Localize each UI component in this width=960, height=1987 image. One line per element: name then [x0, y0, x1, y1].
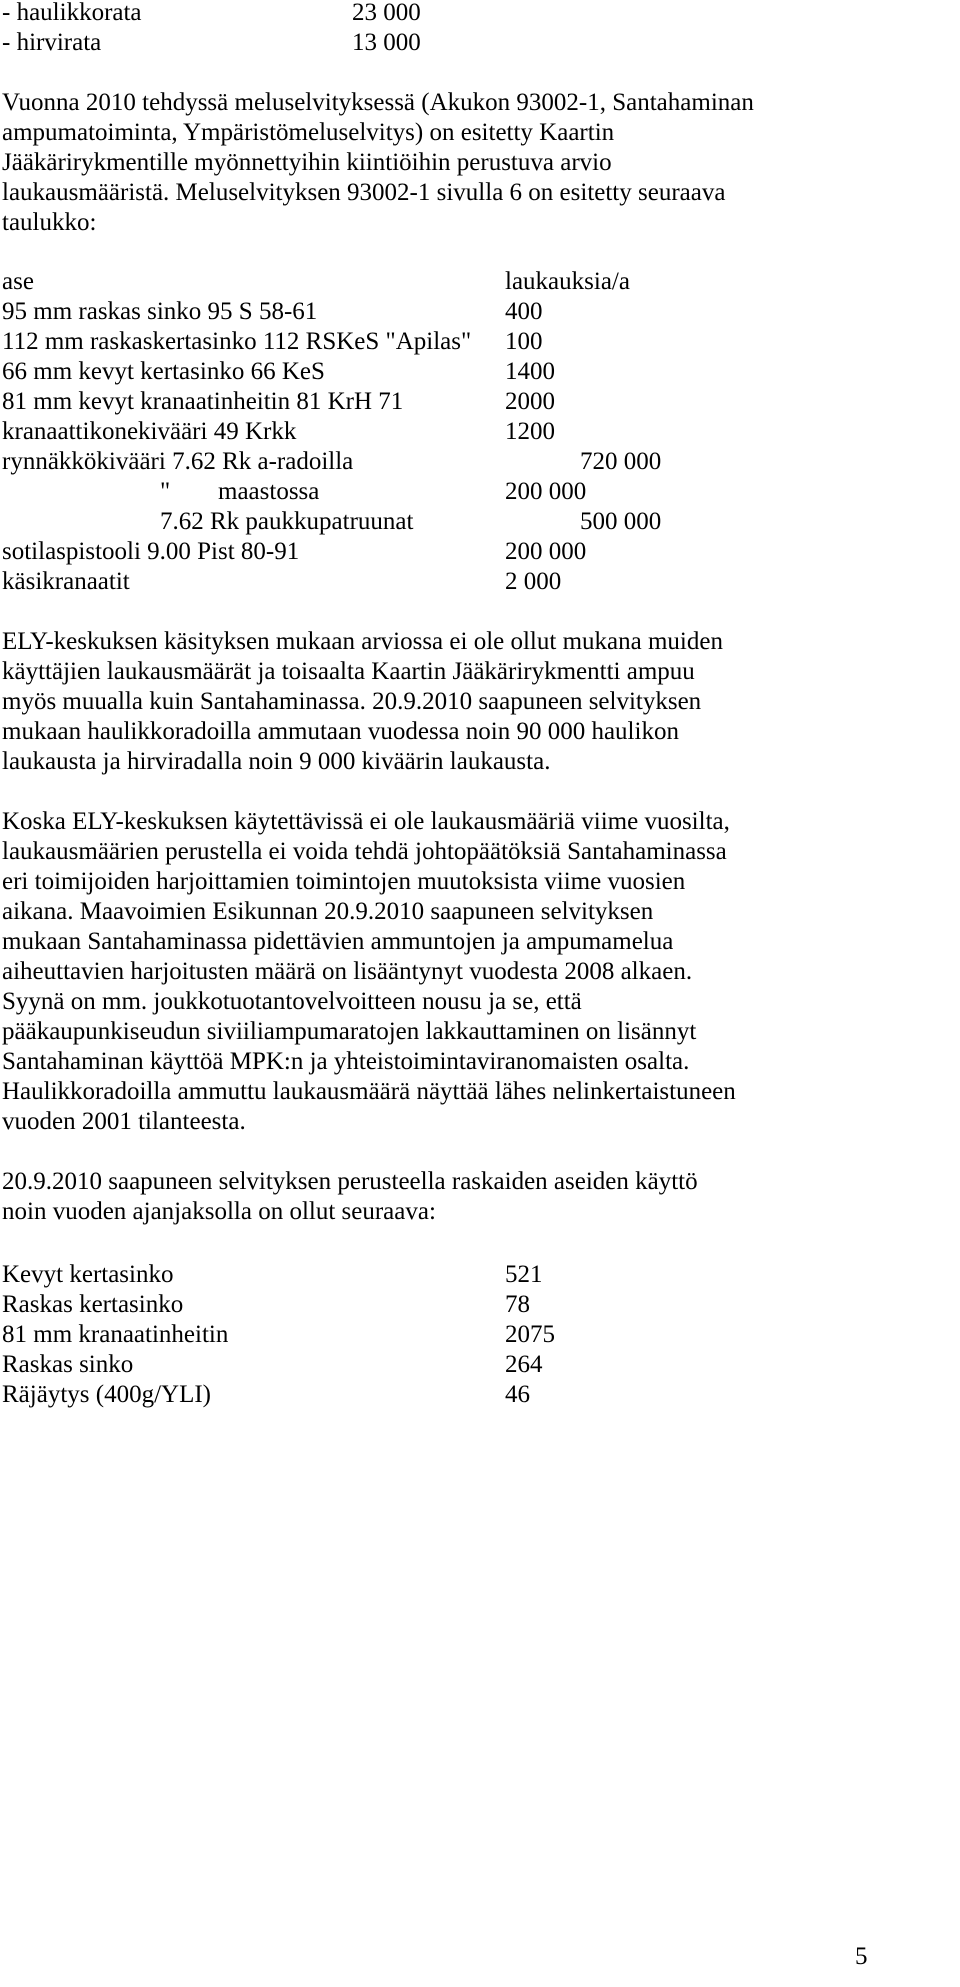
text-line: mukaan Santahaminassa pidettävien ammuntojen ja ampumamelua	[2, 928, 674, 955]
text-line: ELY-keskuksen käsityksen mukaan arviossa ei ole ollut mukana muiden	[2, 628, 723, 655]
paragraph-akukon-survey	[2, 88, 927, 238]
table-header-weapon: ase	[2, 268, 34, 295]
table-cell-weapon: maastossa	[218, 478, 320, 505]
text-line: pääkaupunkiseudun siviiliampumaratojen lakkauttaminen on lisännyt	[2, 1018, 697, 1045]
text-line: laukausmääristä. Meluselvityksen 93002-1 sivulla 6 on esitetty seuraava	[2, 179, 726, 206]
table-cell-shots: 400	[505, 298, 543, 325]
table-cell-weapon: sotilaspistooli 9.00 Pist 80-91	[2, 538, 300, 565]
usage-value: 46	[505, 1381, 530, 1408]
table-cell-shots: 200 000	[505, 538, 587, 565]
page-number: 5	[855, 1943, 868, 1970]
text-line: käyttäjien laukausmäärät ja toisaalta Kaartin Jääkärirykmentti ampuu	[2, 658, 695, 685]
text-line: taulukko:	[2, 209, 97, 236]
text-line: Syynä on mm. joukkotuotantovelvoitteen nousu ja se, että	[2, 988, 582, 1015]
table-header-shots: laukauksia/a	[505, 268, 630, 295]
text-line: Jääkärirykmentille myönnettyihin kiintiöihin perustuva arvio	[2, 149, 612, 176]
range-item-hirvirata	[2, 28, 101, 58]
range-label: - hirvirata	[2, 29, 102, 56]
usage-label: Kevyt kertasinko	[2, 1261, 174, 1288]
table-cell-shots: 2 000	[505, 568, 562, 595]
table-cell-shots: 2000	[505, 388, 555, 415]
text-line: Koska ELY-keskuksen käytettävissä ei ole laukausmääriä viime vuosilta,	[2, 808, 730, 835]
paragraph-heavy-weapons-intro	[2, 1167, 927, 1227]
range-label: - haulikkorata	[2, 0, 142, 26]
text-line: 20.9.2010 saapuneen selvityksen perusteella raskaiden aseiden käyttö	[2, 1168, 698, 1195]
usage-label: Raskas sinko	[2, 1351, 134, 1378]
table-cell-ditto-mark: "	[160, 478, 171, 505]
table-cell-shots: 500 000	[580, 508, 662, 535]
table-cell-weapon: 112 mm raskaskertasinko 112 RSKeS "Apilas"	[2, 328, 472, 355]
usage-label: 81 mm kranaatinheitin	[2, 1321, 229, 1348]
table-cell-shots: 200 000	[505, 478, 587, 505]
table-cell-weapon: rynnäkkökivääri 7.62 Rk a-radoilla	[2, 448, 354, 475]
table-cell-shots: 720 000	[580, 448, 662, 475]
range-value-hirvirata: 13 000	[352, 29, 421, 56]
text-line: laukausmäärien perustella ei voida tehdä johtopäätöksiä Santahaminassa	[2, 838, 727, 865]
text-line: myös muualla kuin Santahaminassa. 20.9.2010 saapuneen selvityksen	[2, 688, 702, 715]
text-line: aikana. Maavoimien Esikunnan 20.9.2010 saapuneen selvityksen	[2, 898, 654, 925]
text-line: vuoden 2001 tilanteesta.	[2, 1108, 246, 1135]
table-cell-weapon: 95 mm raskas sinko 95 S 58-61	[2, 298, 318, 325]
text-line: Santahaminan käyttöä MPK:n ja yhteistoimintaviranomaisten osalta.	[2, 1048, 690, 1075]
table-cell-weapon: käsikranaatit	[2, 568, 130, 595]
usage-value: 78	[505, 1291, 530, 1318]
usage-label: Räjäytys (400g/YLI)	[2, 1381, 211, 1408]
range-value-haulikkorata: 23 000	[352, 0, 421, 26]
text-line: ampumatoiminta, Ympäristömeluselvitys) on esitetty Kaartin	[2, 119, 615, 146]
table-cell-shots: 1200	[505, 418, 555, 445]
text-line: aiheuttavien harjoitusten määrä on lisääntynyt vuodesta 2008 alkaen.	[2, 958, 693, 985]
text-line: laukausta ja hirviradalla noin 9 000 kiväärin laukausta.	[2, 748, 551, 775]
table-cell-weapon: 66 mm kevyt kertasinko 66 KeS	[2, 358, 325, 385]
text-line: Haulikkoradoilla ammuttu laukausmäärä näyttää lähes nelinkertaistuneen	[2, 1078, 736, 1105]
usage-label: Raskas kertasinko	[2, 1291, 184, 1318]
table-cell-weapon: kranaattikonekivääri 49 Krkk	[2, 418, 297, 445]
table-cell-shots: 100	[505, 328, 543, 355]
table-cell-weapon: 81 mm kevyt kranaatinheitin 81 KrH 71	[2, 388, 404, 415]
text-line: noin vuoden ajanjaksolla on ollut seuraava:	[2, 1198, 436, 1225]
usage-value: 521	[505, 1261, 543, 1288]
table-cell-shots: 1400	[505, 358, 555, 385]
paragraph-ely-assessment	[2, 627, 927, 777]
range-item-haulikkorata	[2, 0, 142, 28]
usage-value: 2075	[505, 1321, 555, 1348]
usage-value: 264	[505, 1351, 543, 1378]
table-cell-weapon: 7.62 Rk paukkupatruunat	[160, 508, 414, 535]
text-line: Vuonna 2010 tehdyssä meluselvityksessä (Akukon 93002-1, Santahaminan	[2, 89, 754, 116]
text-line: eri toimijoiden harjoittamien toimintojen muutoksista viime vuosien	[2, 868, 686, 895]
paragraph-trend-analysis	[2, 807, 927, 1137]
text-line: mukaan haulikkoradoilla ammutaan vuodessa noin 90 000 haulikon	[2, 718, 679, 745]
